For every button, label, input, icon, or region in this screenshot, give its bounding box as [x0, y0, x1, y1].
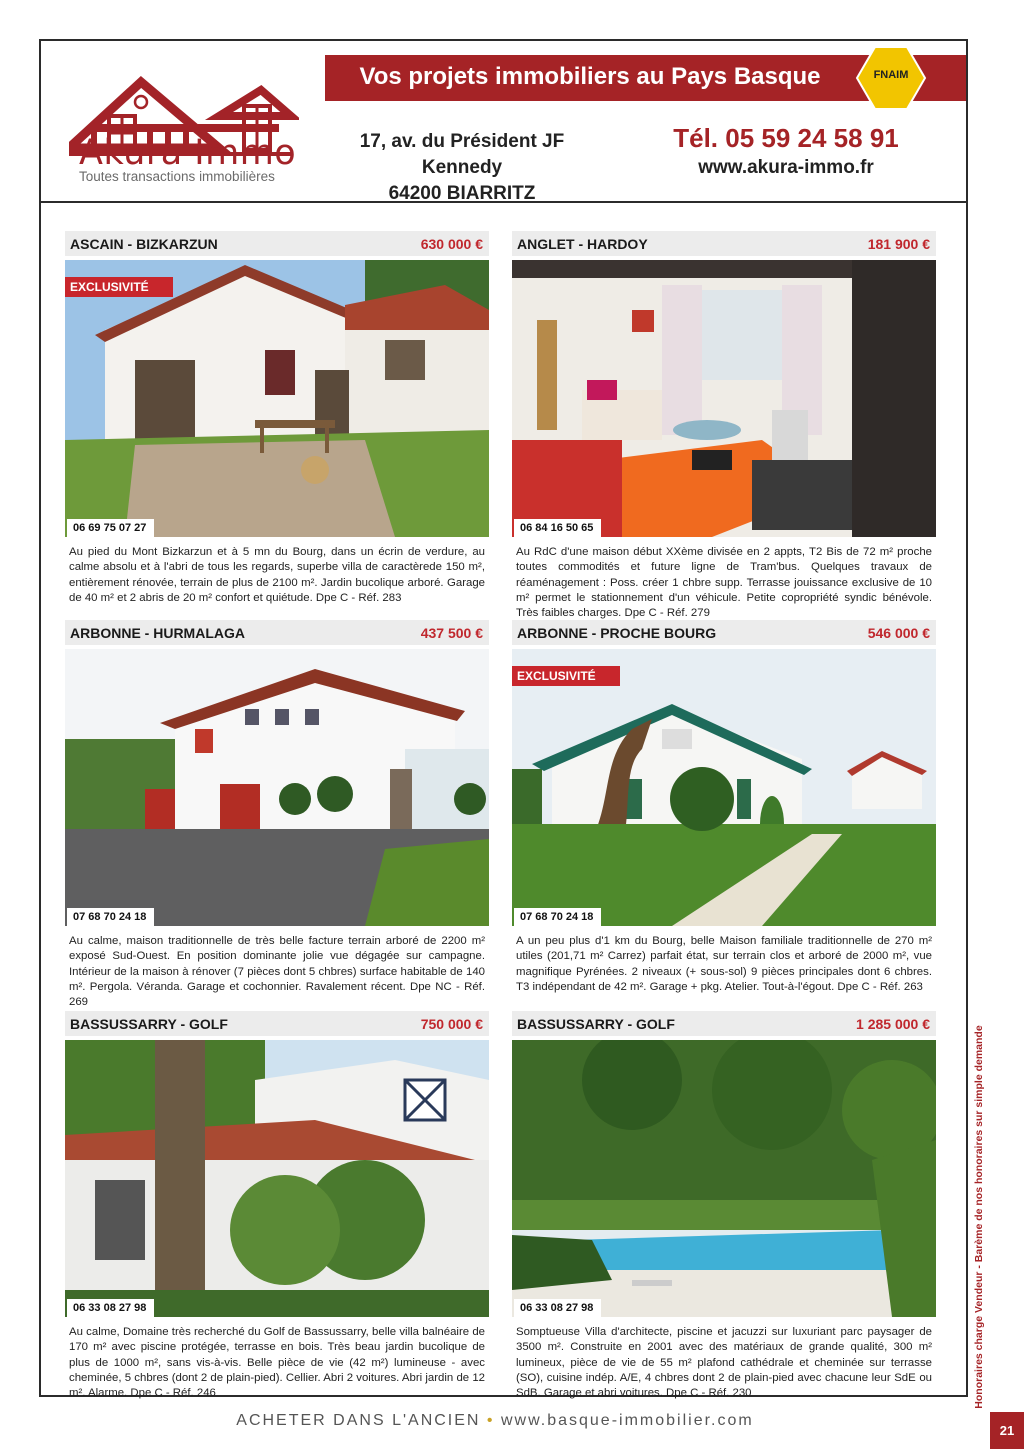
listing-title-bar — [65, 620, 489, 645]
exclusive-badge: EXCLUSIVITÉ — [512, 666, 620, 686]
page-footer — [0, 1412, 990, 1430]
listing-location: BASSUSSARRY - GOLF — [70, 1016, 228, 1032]
listing-price: 181 900 € — [867, 236, 930, 252]
living-room-photo-icon — [512, 260, 936, 537]
listing-location: ARBONNE - PROCHE BOURG — [517, 625, 717, 641]
listing-description: Au pied du Mont Bizkarzun et à 5 mn du Bourg, dans un écrin de verdure, au calme absolu et à l'abri de tous les regards, superbe villa de caractèrede 150 m², entièrement rénovée, terrain de plus de 2100 m². Jardin bucolique arboré. Garage de 40 m² et 2 abris de 20 m² confort et quiétude. Dpe C - Réf. 283 — [69, 546, 485, 604]
sidebar-note — [969, 1025, 989, 1409]
fnaim-label: FNAIM — [873, 69, 909, 81]
agency-phone[interactable]: Tél. 05 59 24 58 91 — [673, 123, 899, 153]
listing-photo[interactable] — [65, 1040, 489, 1317]
brand-name: Akura Immo — [79, 133, 297, 173]
listing-photo[interactable] — [512, 1040, 936, 1317]
listing-location: BASSUSSARRY - GOLF — [517, 1016, 675, 1032]
listing-location: ANGLET - HARDOY — [517, 236, 648, 252]
listing-photo[interactable] — [512, 260, 936, 537]
listing-price: 1 285 000 € — [856, 1016, 930, 1032]
listing-description: Au calme, Domaine très recherché du Golf de Bassussarry, belle villa balnéaire de 170 m² avec piscine protégée, terrasse en bois. Très beau jardin bucolique de plus de 1000 m², sans vis-à-vis. Belle pièce de vie (42 m²) lumineuse - avec cheminée, 5 chbres (dont 2 de plain-pied). Cellier. Abri 2 voitures. Abri jardin de 12 m². Alarme. Dpe C - Réf. 246 — [69, 1326, 485, 1400]
slogan-text: Vos projets immobiliers au Pays Basque — [359, 63, 821, 90]
listing-description: A un peu plus d'1 km du Bourg, belle Maison familiale traditionnelle de 270 m² utiles (201,71 m² Carrez) parfait état, sur terrain clos et arboré de 2000 m², vue magnifique Pyrénées. 2 niveaux (+ sous-sol) 9 pièces principales dont 6 chbres. T3 indépendant de 42 m². Garage + pkg. Atelier. Tout-à-l'égout. Dpe C - Réf. 263 — [516, 935, 932, 993]
agency-website[interactable]: www.akura-immo.fr — [698, 157, 874, 178]
listing-phone[interactable]: 06 33 08 27 98 — [67, 1299, 154, 1317]
brand-tagline: Toutes transactions immobilières — [79, 169, 275, 184]
exclusive-badge: EXCLUSIVITÉ — [65, 277, 173, 297]
listing-description: Somptueuse Villa d'architecte, piscine et jacuzzi sur luxuriant parc paysager de 3500 m². Construite en 2001 avec des matériaux de grande qualité, 300 m² lumineux, pièce de vie de 55 m² plafond cathédrale et cheminée sur terrasse (SO), cuisine indép. A/E, 4 chbres dont 2 de plain-pied avec chacune leur SdE ou SdB. Garage et abri voitures. Dpe C - Réf. 230 — [516, 1326, 932, 1400]
listing-price: 437 500 € — [420, 625, 483, 641]
listing-phone[interactable]: 06 33 08 27 98 — [514, 1299, 601, 1317]
listing-price: 630 000 € — [420, 236, 483, 252]
listing-location: ASCAIN - BIZKARZUN — [70, 236, 218, 252]
address-city: 64200 BIARRITZ — [388, 183, 536, 204]
villa-photo-icon — [65, 260, 489, 537]
seaside-villa-photo-icon — [65, 1040, 489, 1317]
family-house-photo-icon — [512, 649, 936, 926]
fnaim-badge — [855, 45, 927, 111]
agency-address — [327, 129, 597, 207]
listing-title-bar — [512, 231, 936, 256]
listing-photo[interactable] — [65, 649, 489, 926]
listing-phone[interactable]: 07 68 70 24 18 — [514, 908, 601, 926]
listing-phone[interactable]: 07 68 70 24 18 — [67, 908, 154, 926]
fee-note: Honoraires charge Vendeur - Barème de nos honoraires sur simple demande — [973, 1025, 985, 1409]
page-frame — [39, 39, 968, 1400]
slogan-banner — [325, 55, 966, 101]
listing-price: 750 000 € — [420, 1016, 483, 1032]
listing-title-bar — [512, 620, 936, 645]
footer-website-link[interactable]: www.basque-immobilier.com — [500, 1412, 754, 1429]
listing-phone[interactable]: 06 84 16 50 65 — [514, 519, 601, 537]
listing-title-bar — [65, 231, 489, 256]
listing-price: 546 000 € — [867, 625, 930, 641]
listing-phone[interactable]: 06 69 75 07 27 — [67, 519, 154, 537]
footer-section-title: ACHETER DANS L'ANCIEN — [236, 1412, 481, 1429]
footer-bullet-icon: • — [486, 1412, 495, 1429]
traditional-house-photo-icon — [65, 649, 489, 926]
address-street: 17, av. du Président JF Kennedy — [359, 131, 565, 178]
agency-header — [41, 41, 966, 203]
listing-photo[interactable] — [512, 649, 936, 926]
listing-location: ARBONNE - HURMALAGA — [70, 625, 245, 641]
listing-title-bar — [512, 1011, 936, 1036]
listing-description: Au RdC d'une maison début XXème divisée en 2 appts, T2 Bis de 72 m² proche toutes commodités et future ligne de Tram'bus. Quelques travaux de réaménagement : Poss. créer 1 chbre supp. Terrasse jouissance exclusive de 10 m² permet le stationnement d'un véhicule. Petite copropriété syndic bénévole. Très faibles charges. Dpe C - Réf. 279 — [516, 546, 932, 620]
page-number: 21 — [990, 1412, 1024, 1449]
listing-description: Au calme, maison traditionnelle de très belle facture terrain arboré de 2200 m² exposé Sud-Ouest. En position dominante jolie vue dégagée sur campagne. Intérieur de la maison à rénover (7 pièces dont 5 chbres) surface habitable de 140 m². Pergola. Véranda. Garage et cochonnier. Ravalement récent. Dpe NC - Réf. 269 — [69, 935, 485, 1009]
listing-title-bar — [65, 1011, 489, 1036]
pool-villa-photo-icon — [512, 1040, 936, 1317]
listing-photo[interactable] — [65, 260, 489, 537]
